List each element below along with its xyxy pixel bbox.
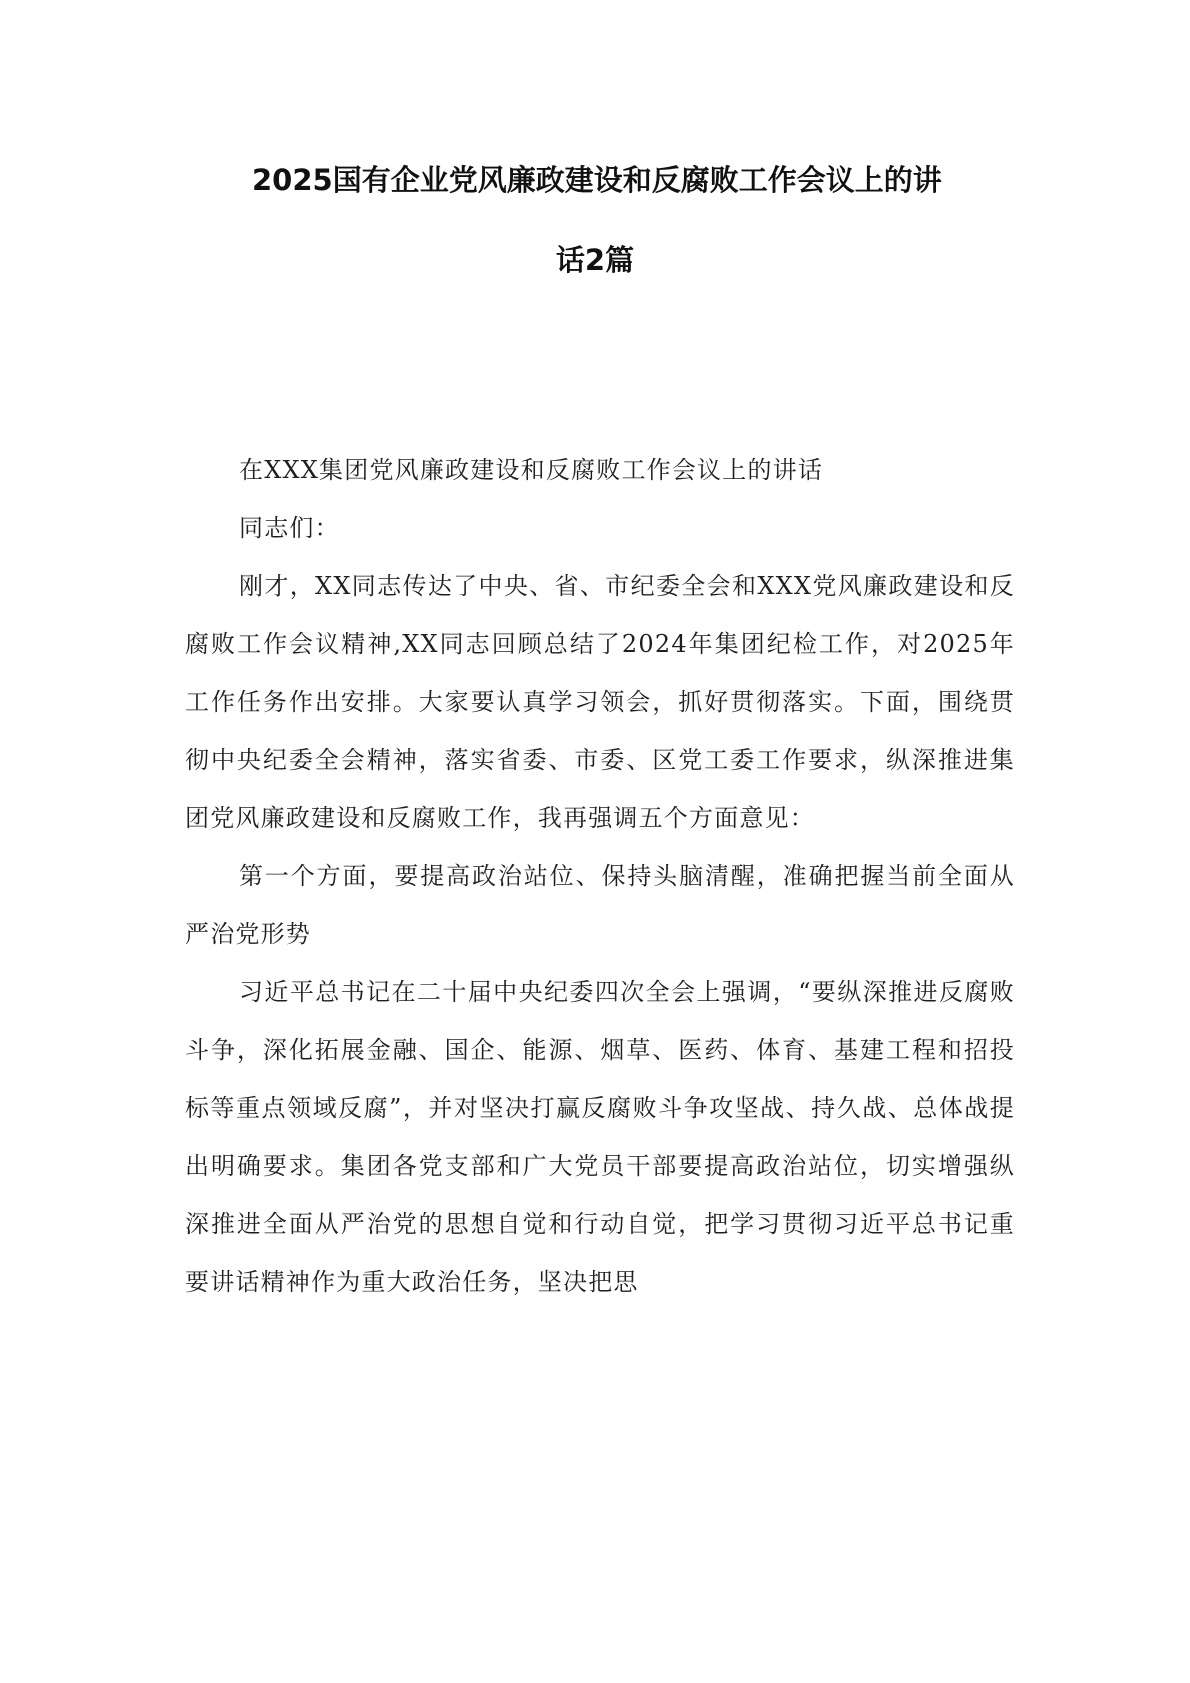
body-paragraph: 习近平总书记在二十届中央纪委四次全会上强调，“要纵深推进反腐败斗争，深化拓展金融、国企、能源、烟草、医药、体育、基建工程和招投标等重点领域反腐”，并对坚决打赢反腐败斗争攻坚战、持久战、总体战提出明确要求。集团各党支部和广大党员干部要提高政治站位，切实增强纵深推进全面从严治党的思想自觉和行动自觉，把学习贯彻习近平总书记重要讲话精神作为重大政治任务，坚决把思 (185, 978, 1015, 1296)
speech-heading: 在XXX集团党风廉政建设和反腐败工作会议上的讲话 (239, 456, 824, 484)
salutation: 同志们： (239, 514, 340, 542)
section-heading: 第一个方面，要提高政治站位、保持头脑清醒，准确把握当前全面从严治党形势 (185, 862, 1015, 948)
body-paragraph: 刚才，XX同志传达了中央、省、市纪委全会和XXX党风廉政建设和反腐败工作会议精神,XX同志回顾总结了2024年集团纪检工作，对2025年工作任务作出安排。大家要认真学习领会，抓好贯彻落实。下面，围绕贯彻中央纪委全会精神，落实省委、市委、区党工委工作要求，纵深推进集团党风廉政建设和反腐败工作，我再强调五个方面意见： (185, 572, 1015, 832)
document-title-line-1: 2025国有企业党风廉政建设和反腐败工作会议上的讲 (252, 163, 942, 197)
document-body (185, 441, 1015, 1311)
document-title-line-2: 话2篇 (555, 243, 635, 277)
